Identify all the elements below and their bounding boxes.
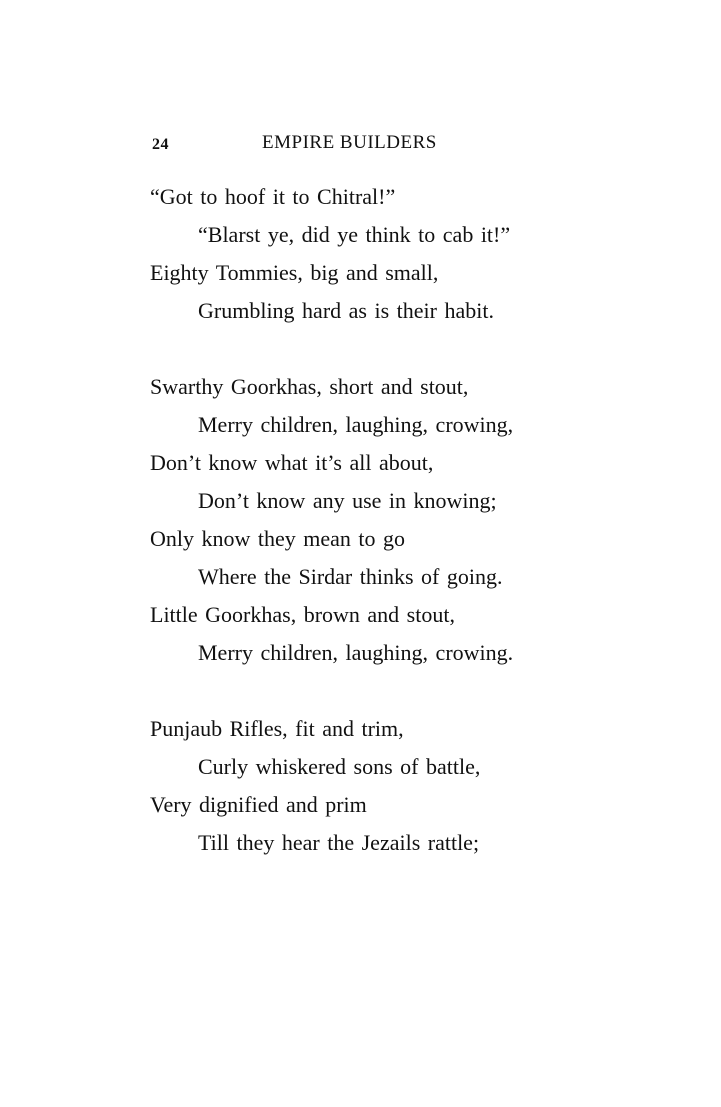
poem-line-indented: Curly whiskered sons of battle, <box>198 754 481 779</box>
poem-line: Swarthy Goorkhas, short and stout, <box>150 374 469 399</box>
page-number: 24 <box>152 136 169 153</box>
poem-line: Very dignified and prim <box>150 792 367 817</box>
poem-body <box>150 178 620 900</box>
poem-line: Only know they mean to go <box>150 526 406 551</box>
page-header <box>152 132 482 158</box>
running-title: EMPIRE BUILDERS <box>262 132 437 153</box>
poem-line-indented: Merry children, laughing, crowing, <box>198 412 514 437</box>
poem-line-indented: Where the Sirdar thinks of going. <box>198 564 503 589</box>
poem-line-indented: Grumbling hard as is their habit. <box>198 298 494 323</box>
poem-line: Punjaub Rifles, fit and trim, <box>150 716 404 741</box>
stanza <box>150 710 620 862</box>
poem-line: Eighty Tommies, big and small, <box>150 260 439 285</box>
poem-line: Little Goorkhas, brown and stout, <box>150 602 455 627</box>
stanza <box>150 178 620 330</box>
poem-line-indented: Merry children, laughing, crowing. <box>198 640 514 665</box>
stanza <box>150 368 620 672</box>
poem-line-indented: Till they hear the Jezails rattle; <box>198 830 480 855</box>
poem-line-indented: “Blarst ye, did ye think to cab it!” <box>198 222 511 247</box>
poem-line: Don’t know what it’s all about, <box>150 450 434 475</box>
poem-line: “Got to hoof it to Chitral!” <box>150 184 396 209</box>
poem-line-indented: Don’t know any use in knowing; <box>198 488 497 513</box>
